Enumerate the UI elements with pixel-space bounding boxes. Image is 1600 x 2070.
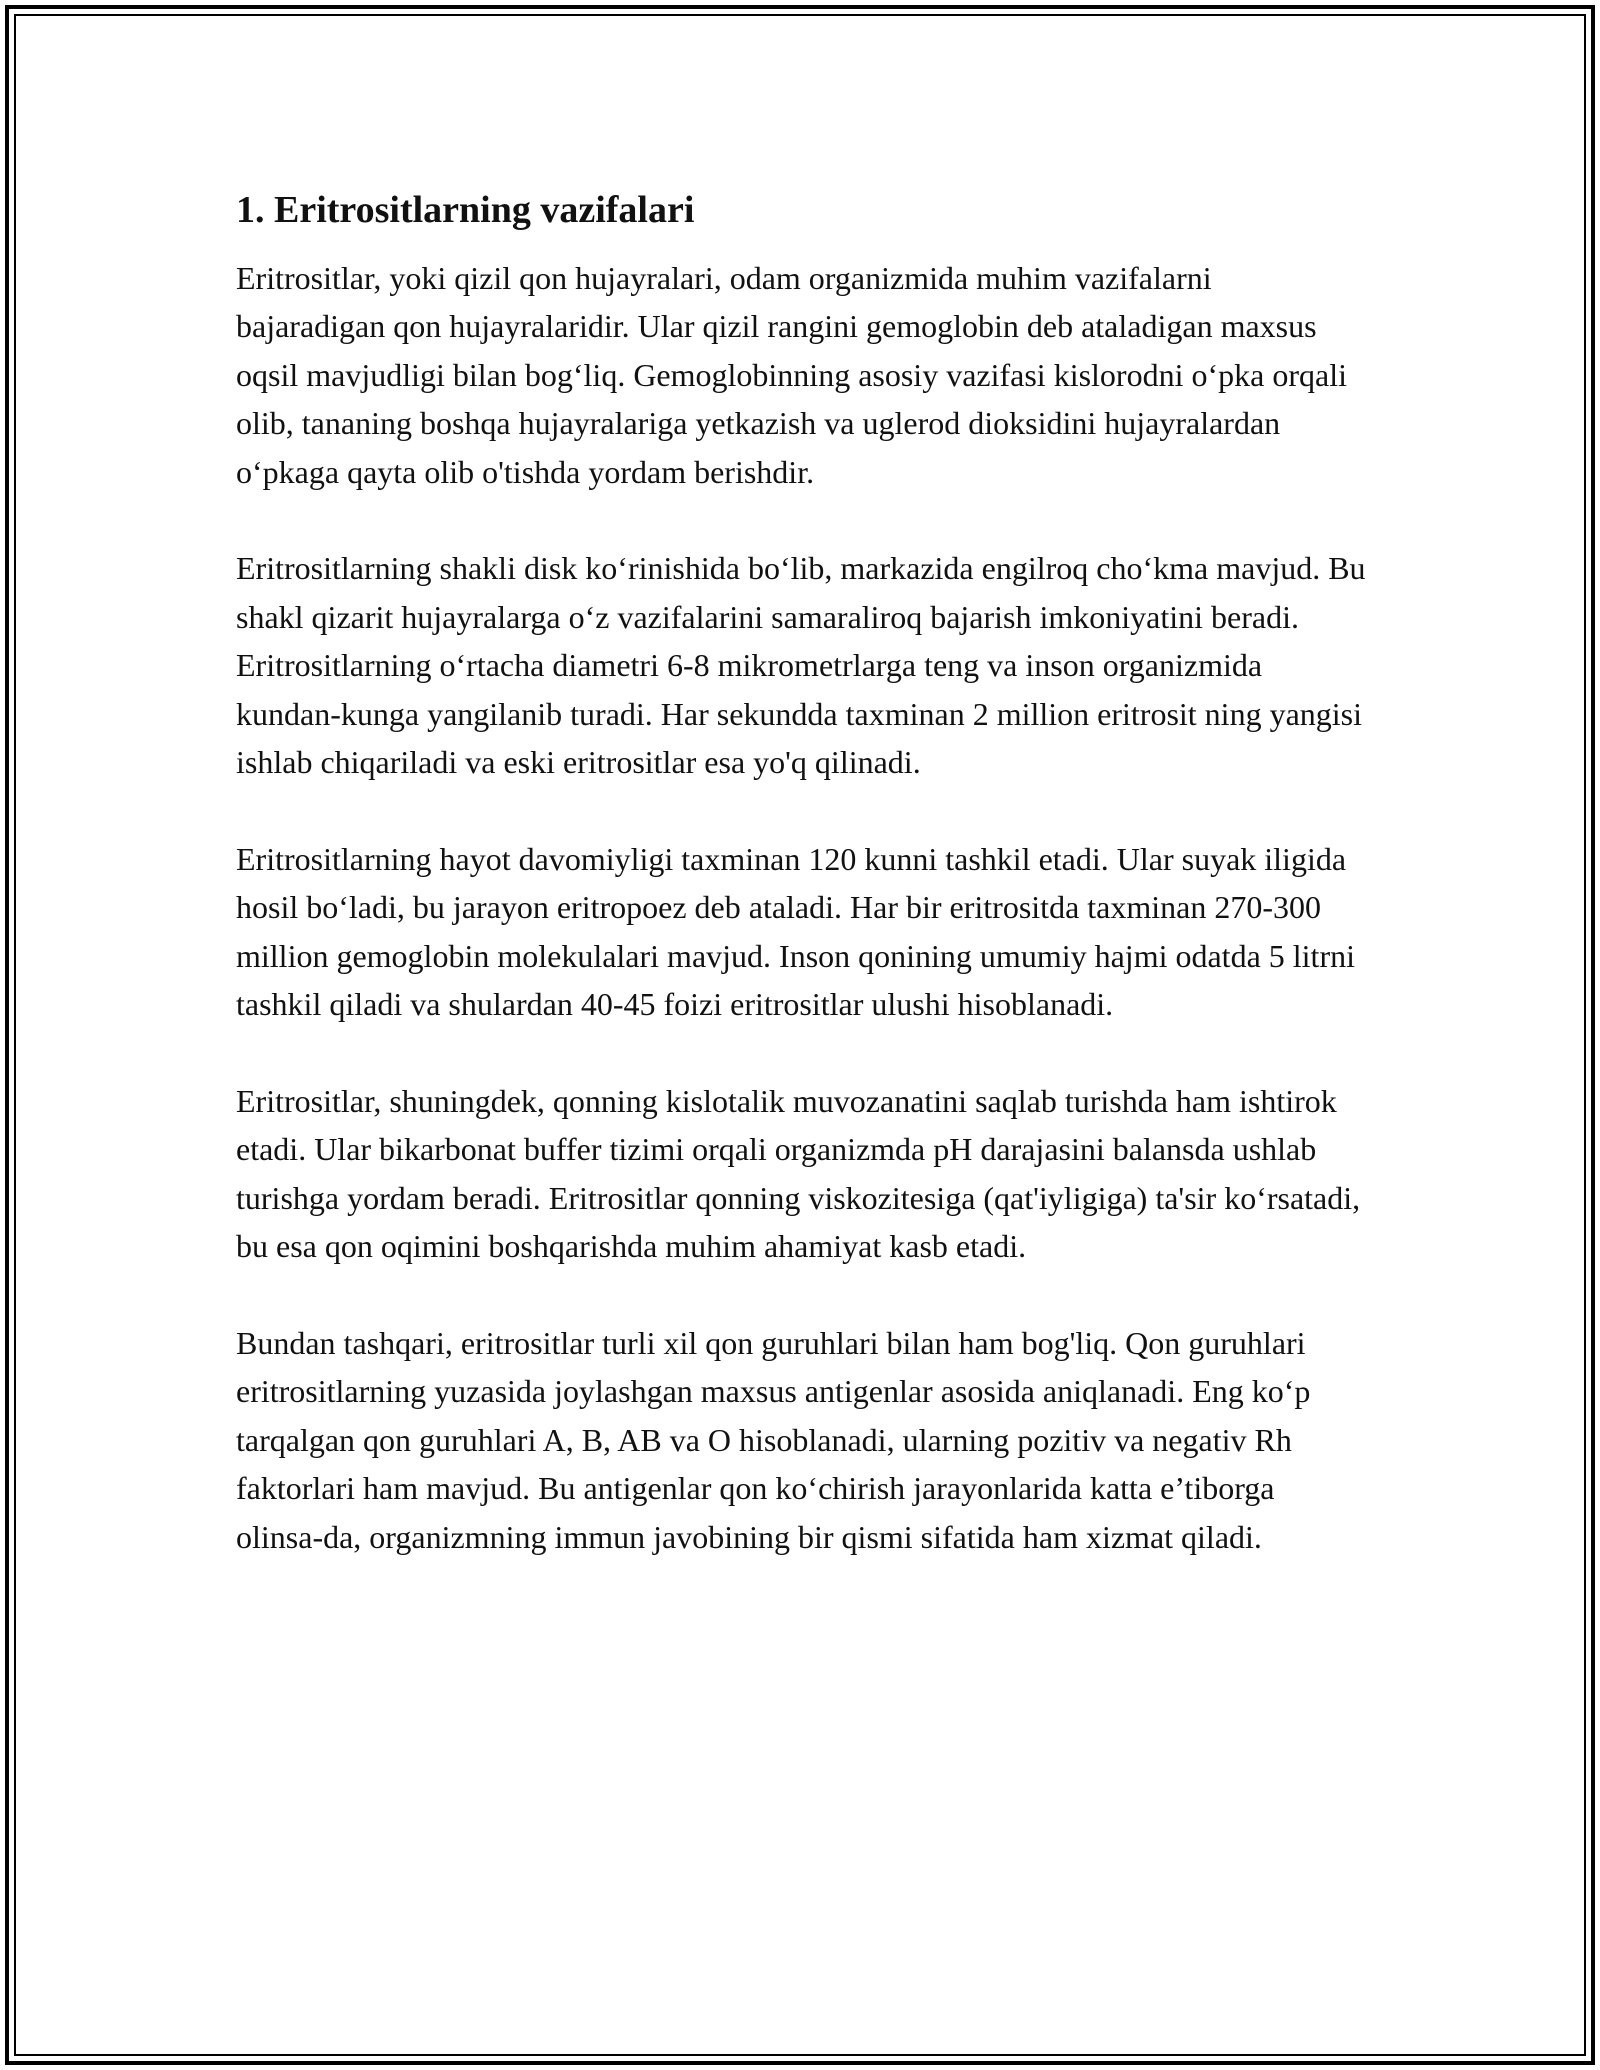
paragraph-4: Eritrositlar, shuningdek, qonning kislotalik muvozanatini saqlab turishda ham ishtirok etadi. Ular bikarbonat buffer tizimi orqali organizmda pH darajasini balansda ushlab turishga yordam beradi. Eritrositlar qonning viskozitesiga (qat'iyligiga) ta'sir ko‘rsatadi, bu esa qon oqimini boshqarishda muhim ahamiyat kasb etadi. (236, 1082, 1361, 1265)
paragraph-5: Bundan tashqari, eritrositlar turli xil qon guruhlari bilan ham bog'liq. Qon guruhlari eritrositlarning yuzasida joylashgan maxsus antigenlar asosida aniqlanadi. Eng ko‘p tarqalgan qon guruhlari A, B, AB va O hisoblanadi, ularning pozitiv va negativ Rh faktorlari ham mavjud. Bu antigenlar qon ko‘chirish jarayonlarida katta e’tiborga olinsa-da, organizmning immun javobining bir qismi sifatida ham xizmat qiladi. (236, 1324, 1311, 1555)
paragraph-1: Eritrositlar, yoki qizil qon hujayralari, odam organizmida muhim vazifalarni bajaradigan qon hujayralaridir. Ular qizil rangini gemoglobin deb ataladigan maxsus oqsil mavjudligi bilan bog‘liq. Gemoglobinning asosiy vazifasi kislorodni o‘pka orqali olib, tananing boshqa hujayralariga yetkazish va uglerod dioksidini hujayralardan o‘pkaga qayta olib o'tishda yordam berishdir. (236, 260, 1347, 490)
document-title: 1. Eritrositlarning vazifalari (236, 189, 695, 231)
paragraph-2: Eritrositlarning shakli disk ko‘rinishida bo‘lib, markazida engilroq cho‘kma mavjud. Bu shakl qizarit hujayralarga o‘z vazifalarini samaraliroq bajarish imkoniyatini beradi. Eritrositlarning o‘rtacha diametri 6-8 mikrometrlarga teng va inson organizmida kundan-kunga yangilanib turadi. Har sekundda taxminan 2 million eritrosit ning yangisi ishlab chiqariladi va eski eritrositlar esa yo'q qilinadi. (236, 550, 1366, 781)
paragraph-3: Eritrositlarning hayot davomiyligi taxminan 120 kunni tashkil etadi. Ular suyak iligida hosil bo‘ladi, bu jarayon eritropoez deb ataladi. Har bir eritrositda taxminan 270-300 million gemoglobin molekulalari mavjud. Inson qonining umumiy hajmi odatda 5 litrni tashkil qiladi va shulardan 40-45 foizi eritrositlar ulushi hisoblanadi. (236, 840, 1355, 1023)
document-body (236, 186, 1368, 1609)
